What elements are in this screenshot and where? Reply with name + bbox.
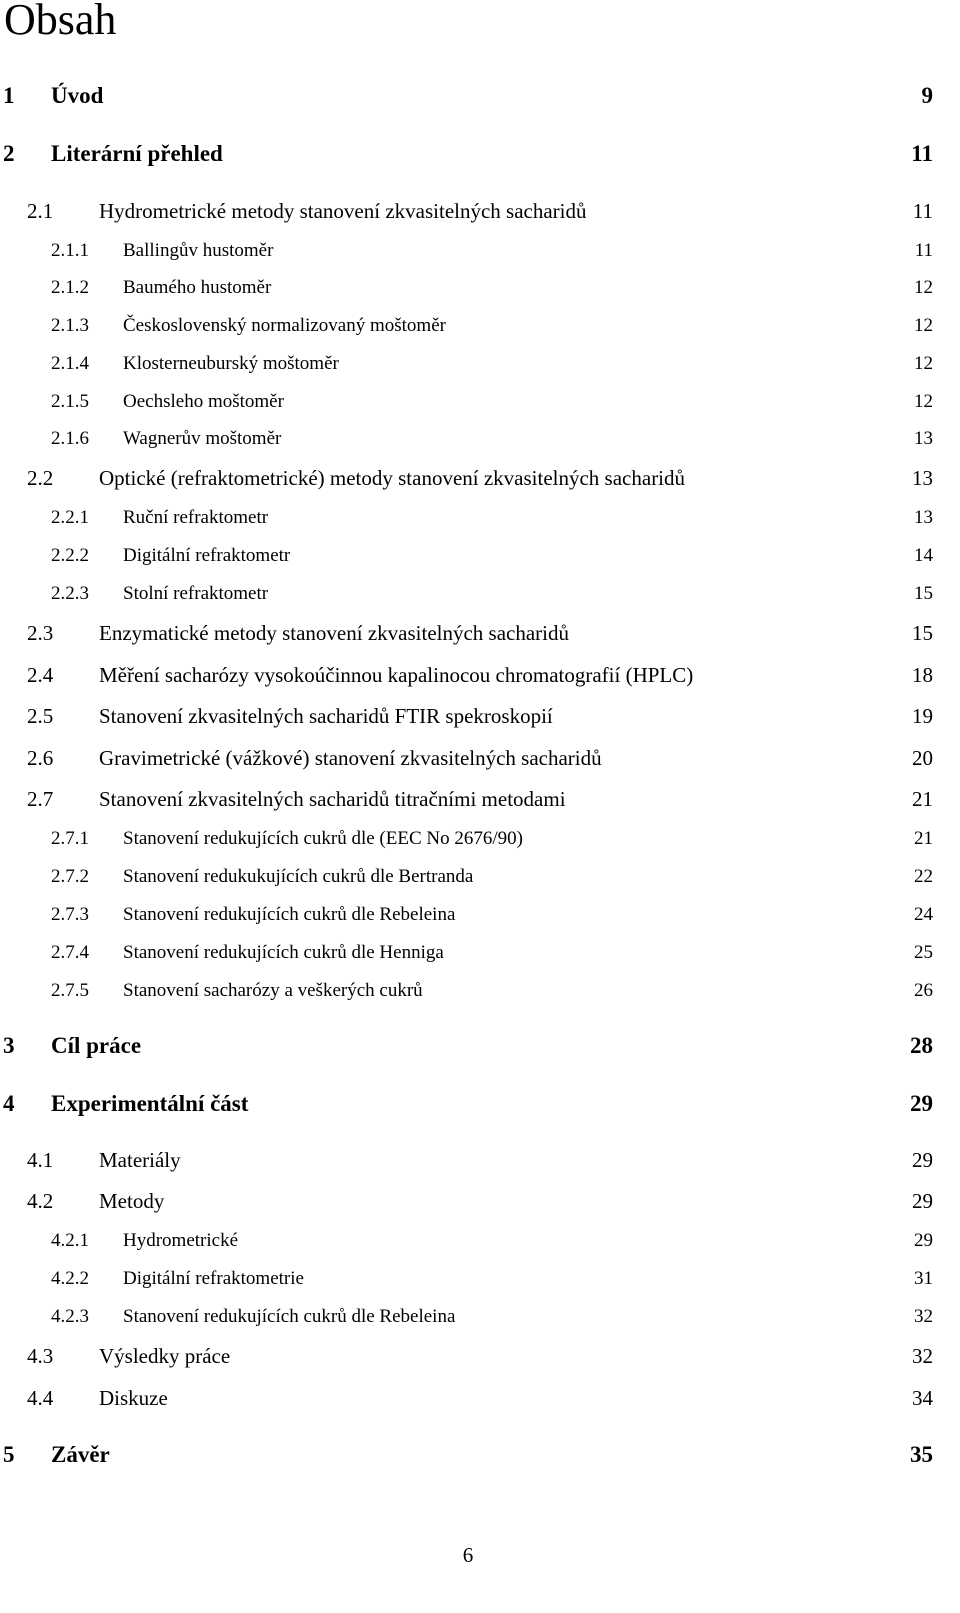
toc-entry[interactable] xyxy=(0,538,960,574)
toc-entry-number: 5 xyxy=(3,1442,15,1467)
toc-entry-page: 12 xyxy=(914,353,933,374)
toc-entry[interactable] xyxy=(0,1299,960,1335)
toc-entry-title: Digitální refraktometrie xyxy=(123,1268,304,1289)
toc-entry-title: Stanovení redukujících cukrů dle Henniga xyxy=(123,942,444,963)
toc-entry-number: 2.4 xyxy=(27,663,54,687)
toc-entry-title: Stanovení redukujících cukrů dle (EEC No 2676/90) xyxy=(123,828,523,849)
toc-entry[interactable] xyxy=(0,821,960,857)
toc-entry-page: 15 xyxy=(912,621,933,645)
toc-entry-title: Gravimetrické (vážkové) stanovení zkvasitelných sacharidů xyxy=(99,746,602,770)
toc-entry-page: 35 xyxy=(910,1442,933,1467)
toc-entry-number: 2.7 xyxy=(27,787,54,811)
page-title: Obsah xyxy=(4,0,117,44)
toc-entry-title: Československý normalizovaný moštoměr xyxy=(123,315,446,336)
toc-entry-number: 2.2.2 xyxy=(51,545,89,566)
toc-entry-page: 20 xyxy=(912,746,933,770)
toc-entry-page: 21 xyxy=(912,787,933,811)
toc-entry-page: 26 xyxy=(914,980,933,1001)
toc-entry-title: Ballingův hustoměr xyxy=(123,240,274,261)
toc-entry-number: 2.7.2 xyxy=(51,866,89,887)
toc-entry-page: 19 xyxy=(912,704,933,728)
toc-entry[interactable] xyxy=(0,1380,960,1416)
toc-entry-number: 2.7.5 xyxy=(51,980,89,1001)
toc-entry[interactable] xyxy=(0,1223,960,1259)
toc-entry-page: 11 xyxy=(912,199,933,223)
toc-entry-page: 18 xyxy=(912,663,933,687)
toc-entry-page: 29 xyxy=(912,1189,933,1213)
toc-entry[interactable] xyxy=(0,136,960,172)
toc-entry-number: 2.1 xyxy=(27,199,54,223)
toc-entry-page: 28 xyxy=(910,1033,933,1058)
toc-entry-page: 29 xyxy=(910,1091,933,1116)
toc-entry-page: 11 xyxy=(914,240,933,261)
toc-entry[interactable] xyxy=(0,657,960,693)
toc-entry-title: Stanovení redukujících cukrů dle Rebeleina xyxy=(123,1306,456,1327)
toc-entry-title: Ruční refraktometr xyxy=(123,507,269,528)
toc-entry-title: Výsledky práce xyxy=(99,1344,231,1368)
toc-entry-page: 29 xyxy=(914,1230,933,1251)
toc-entry[interactable] xyxy=(0,421,960,457)
toc-entry-number: 2.1.6 xyxy=(51,428,89,449)
toc-entry-title: Úvod xyxy=(51,83,104,108)
toc-entry-number: 4.3 xyxy=(27,1344,54,1368)
toc-entry-number: 3 xyxy=(3,1033,15,1058)
toc-entry-number: 2.1.1 xyxy=(51,240,89,261)
toc-entry-page: 24 xyxy=(914,904,933,925)
toc-entry-title: Baumého hustoměr xyxy=(123,277,272,298)
toc-entry-page: 11 xyxy=(911,141,933,166)
toc-entry-number: 2.2.1 xyxy=(51,507,89,528)
toc-entry-title: Hydrometrické metody stanovení zkvasitelných sacharidů xyxy=(99,199,587,223)
toc-entry[interactable] xyxy=(0,1437,960,1473)
toc-entry-number: 2.6 xyxy=(27,746,54,770)
toc-entry[interactable] xyxy=(0,897,960,933)
toc-entry[interactable] xyxy=(0,859,960,895)
toc-entry-page: 12 xyxy=(914,315,933,336)
toc-entry-title: Literární přehled xyxy=(51,141,223,166)
toc-entry-title: Stanovení zkvasitelných sacharidů FTIR spekroskopií xyxy=(99,704,553,728)
toc-entry-page: 12 xyxy=(914,277,933,298)
toc-entry-number: 2.1.3 xyxy=(51,315,89,336)
toc-entry[interactable] xyxy=(0,270,960,306)
toc-entry[interactable] xyxy=(0,1086,960,1122)
toc-entry-title: Digitální refraktometr xyxy=(123,545,291,566)
toc-entry-page: 13 xyxy=(914,507,933,528)
toc-entry[interactable] xyxy=(0,935,960,971)
toc-entry-title: Cíl práce xyxy=(51,1033,142,1058)
toc-entry-page: 32 xyxy=(912,1344,933,1368)
toc-entry-page: 25 xyxy=(914,942,933,963)
toc-entry[interactable] xyxy=(0,973,960,1009)
toc-entry[interactable] xyxy=(0,78,960,114)
toc-entry[interactable] xyxy=(0,308,960,344)
toc-entry[interactable] xyxy=(0,384,960,420)
toc-entry-number: 2.5 xyxy=(27,704,54,728)
toc-entry[interactable] xyxy=(0,1261,960,1297)
toc-entry-title: Klosterneuburský moštoměr xyxy=(123,353,339,374)
toc-entry-number: 2 xyxy=(3,141,15,166)
toc-entry-title: Enzymatické metody stanovení zkvasitelných sacharidů xyxy=(99,621,570,645)
toc-entry[interactable] xyxy=(0,1028,960,1064)
toc-entry[interactable] xyxy=(0,1142,960,1178)
toc-entry-title: Stanovení redukujících cukrů dle Rebeleina xyxy=(123,904,456,925)
toc-entry[interactable] xyxy=(0,740,960,776)
toc-entry-number: 4.2.3 xyxy=(51,1306,89,1327)
toc-entry-number: 2.2.3 xyxy=(51,583,89,604)
toc-entry-page: 29 xyxy=(912,1148,933,1172)
toc-entry-title: Hydrometrické xyxy=(123,1230,239,1251)
toc-entry-title: Stanovení redukukujících cukrů dle Bertranda xyxy=(123,866,474,887)
toc-entry-title: Optické (refraktometrické) metody stanovení zkvasitelných sacharidů xyxy=(99,466,686,490)
toc-entry-page: 12 xyxy=(914,391,933,412)
toc-entry-title: Stanovení sacharózy a veškerých cukrů xyxy=(123,980,423,1001)
toc-entry[interactable] xyxy=(0,1183,960,1219)
toc-entry-number: 2.7.3 xyxy=(51,904,89,925)
toc-entry[interactable] xyxy=(0,460,960,496)
toc-entry-page: 21 xyxy=(914,828,933,849)
toc-entry-page: 15 xyxy=(914,583,933,604)
toc-entry-title: Metody xyxy=(99,1189,165,1213)
toc-entry-page: 13 xyxy=(912,466,933,490)
toc-entry-page: 31 xyxy=(914,1268,933,1289)
toc-entry[interactable] xyxy=(0,698,960,734)
toc-entry[interactable] xyxy=(0,233,960,269)
toc-entry-number: 2.1.4 xyxy=(51,353,89,374)
toc-entry-title: Stolní refraktometr xyxy=(123,583,269,604)
toc-entry-page: 22 xyxy=(914,866,933,887)
toc-entry-title: Oechsleho moštoměr xyxy=(123,391,284,412)
toc-entry-page: 34 xyxy=(912,1386,933,1410)
toc-entry-page: 13 xyxy=(914,428,933,449)
toc-entry-number: 4.2.1 xyxy=(51,1230,89,1251)
toc-entry-page: 14 xyxy=(914,545,933,566)
toc-entry-number: 1 xyxy=(3,83,15,108)
page-number: 6 xyxy=(462,1543,474,1567)
toc-entry[interactable] xyxy=(0,576,960,612)
toc-entry-number: 4.4 xyxy=(27,1386,54,1410)
toc-entry-number: 4.2 xyxy=(27,1189,54,1213)
toc-entry[interactable] xyxy=(0,500,960,536)
toc-entry[interactable] xyxy=(0,615,960,651)
toc-entry-title: Experimentální část xyxy=(51,1091,249,1116)
toc-entry-title: Závěr xyxy=(51,1442,110,1467)
toc-entry-number: 2.2 xyxy=(27,466,54,490)
toc-entry-page: 32 xyxy=(914,1306,933,1327)
toc-entry[interactable] xyxy=(0,346,960,382)
toc-entry-number: 4.1 xyxy=(27,1148,54,1172)
toc-entry-title: Materiály xyxy=(99,1148,181,1172)
toc-entry[interactable] xyxy=(0,1338,960,1374)
toc-entry[interactable] xyxy=(0,193,960,229)
toc-entry-number: 2.7.4 xyxy=(51,942,89,963)
toc-entry-number: 4 xyxy=(3,1091,15,1116)
toc-entry-title: Diskuze xyxy=(99,1386,168,1410)
toc-entry-title: Stanovení zkvasitelných sacharidů titračními metodami xyxy=(99,787,566,811)
toc-entry[interactable] xyxy=(0,781,960,817)
toc-entry-page: 9 xyxy=(921,83,933,108)
toc-entry-number: 2.1.2 xyxy=(51,277,89,298)
toc-entry-number: 2.1.5 xyxy=(51,391,89,412)
toc-entry-number: 2.7.1 xyxy=(51,828,89,849)
toc-entry-title: Wagnerův moštoměr xyxy=(123,428,282,449)
toc-entry-title: Měření sacharózy vysokoúčinnou kapalinocou chromatografií (HPLC) xyxy=(99,663,694,687)
toc-entry-number: 4.2.2 xyxy=(51,1268,89,1289)
toc-entry-number: 2.3 xyxy=(27,621,54,645)
